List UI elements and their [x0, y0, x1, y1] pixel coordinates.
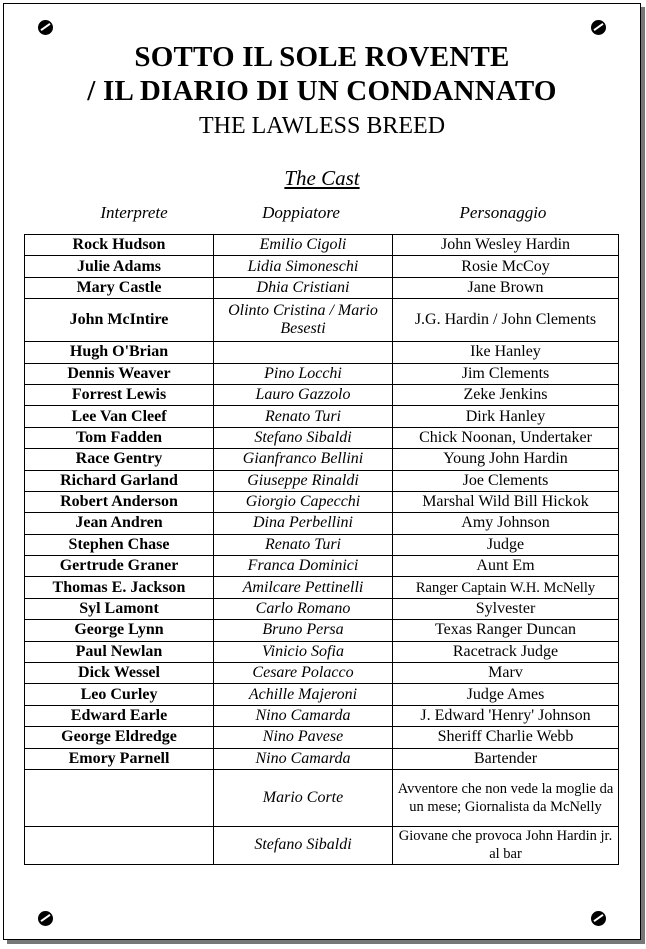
character-cell: Texas Ranger Duncan: [393, 620, 619, 641]
table-row: [25, 769, 619, 826]
actor-cell: Leo Curley: [25, 684, 214, 705]
actor-cell: Julie Adams: [25, 256, 214, 277]
table-row: [25, 427, 619, 448]
table-row: [25, 363, 619, 384]
character-cell: J. Edward 'Henry' Johnson: [393, 705, 619, 726]
character-cell: Giovane che provoca John Hardin jr. al bar: [393, 826, 619, 864]
table-row: [25, 491, 619, 512]
table-row: [25, 748, 619, 769]
dubber-cell: Lauro Gazzolo: [214, 384, 393, 405]
character-cell: Racetrack Judge: [393, 641, 619, 662]
actor-cell: George Lynn: [25, 620, 214, 641]
actor-cell: Jean Andren: [25, 513, 214, 534]
header-dubber: Doppiatore: [262, 203, 340, 222]
table-row: [25, 449, 619, 470]
actor-cell: Robert Anderson: [25, 491, 214, 512]
dubber-cell: Renato Turi: [214, 406, 393, 427]
dubber-cell: Nino Pavese: [214, 727, 393, 748]
table-row: [25, 342, 619, 363]
table-row: [25, 598, 619, 619]
actor-cell: Tom Fadden: [25, 427, 214, 448]
dubber-cell: Vinicio Sofia: [214, 641, 393, 662]
actor-cell: Dick Wessel: [25, 663, 214, 684]
character-cell: Rosie McCoy: [393, 256, 619, 277]
header-actor: Interprete: [100, 203, 168, 222]
table-row: [25, 235, 619, 256]
table-row: [25, 513, 619, 534]
dubber-cell: Nino Camarda: [214, 748, 393, 769]
dubber-cell: Olinto Cristina / Mario Besesti: [214, 299, 393, 342]
character-cell: Marshal Wild Bill Hickok: [393, 491, 619, 512]
character-cell: J.G. Hardin / John Clements: [393, 299, 619, 342]
character-cell: Marv: [393, 663, 619, 684]
dubber-cell: Bruno Persa: [214, 620, 393, 641]
character-cell: Bartender: [393, 748, 619, 769]
dubber-cell: Carlo Romano: [214, 598, 393, 619]
character-cell: Judge Ames: [393, 684, 619, 705]
character-cell: Ranger Captain W.H. McNelly: [393, 577, 619, 598]
dubber-cell: Giorgio Capecchi: [214, 491, 393, 512]
table-row: [25, 299, 619, 342]
binder-hole-icon: [591, 20, 606, 35]
character-cell: Joe Clements: [393, 470, 619, 491]
actor-cell: Dennis Weaver: [25, 363, 214, 384]
dubber-cell: Achille Majeroni: [214, 684, 393, 705]
title-line-2: / IL DIARIO DI UN CONDANNATO: [87, 75, 557, 107]
actor-cell: Race Gentry: [25, 449, 214, 470]
cast-heading: The Cast: [284, 166, 360, 190]
actor-cell: Paul Newlan: [25, 641, 214, 662]
character-cell: Amy Johnson: [393, 513, 619, 534]
actor-cell: Edward Earle: [25, 705, 214, 726]
character-cell: Sylvester: [393, 598, 619, 619]
table-row: [25, 470, 619, 491]
original-title: THE LAWLESS BREED: [198, 113, 446, 139]
character-cell: Sheriff Charlie Webb: [393, 727, 619, 748]
dubber-cell: Franca Dominici: [214, 556, 393, 577]
cast-table: [24, 234, 619, 865]
table-row: [25, 406, 619, 427]
dubber-cell: Pino Locchi: [214, 363, 393, 384]
document-sheet: [3, 3, 641, 940]
actor-cell: [25, 826, 214, 864]
character-cell: Jane Brown: [393, 277, 619, 298]
table-row: [25, 727, 619, 748]
table-row: [25, 384, 619, 405]
actor-cell: George Eldredge: [25, 727, 214, 748]
character-cell: Jim Clements: [393, 363, 619, 384]
actor-cell: Lee Van Cleef: [25, 406, 214, 427]
header-character: Personaggio: [459, 203, 547, 222]
dubber-cell: Dina Perbellini: [214, 513, 393, 534]
dubber-cell: Mario Corte: [214, 769, 393, 826]
dubber-cell: Emilio Cigoli: [214, 235, 393, 256]
actor-cell: Syl Lamont: [25, 598, 214, 619]
character-cell: Avventore che non vede la moglie da un mese; Giornalista da McNelly: [393, 769, 619, 826]
dubber-cell: Giuseppe Rinaldi: [214, 470, 393, 491]
table-row: [25, 620, 619, 641]
binder-hole-icon: [591, 911, 606, 926]
title-block: [4, 40, 640, 142]
actor-cell: [25, 769, 214, 826]
table-row: [25, 684, 619, 705]
character-cell: Zeke Jenkins: [393, 384, 619, 405]
dubber-cell: Dhia Cristiani: [214, 277, 393, 298]
actor-cell: John McIntire: [25, 299, 214, 342]
dubber-cell: Amilcare Pettinelli: [214, 577, 393, 598]
table-row: [25, 556, 619, 577]
binder-hole-icon: [38, 911, 53, 926]
dubber-cell: Cesare Polacco: [214, 663, 393, 684]
dubber-cell: Lidia Simoneschi: [214, 256, 393, 277]
character-cell: Aunt Em: [393, 556, 619, 577]
actor-cell: Mary Castle: [25, 277, 214, 298]
character-cell: Dirk Hanley: [393, 406, 619, 427]
dubber-cell: Gianfranco Bellini: [214, 449, 393, 470]
table-row: [25, 705, 619, 726]
character-cell: Young John Hardin: [393, 449, 619, 470]
dubber-cell: Nino Camarda: [214, 705, 393, 726]
actor-cell: Thomas E. Jackson: [25, 577, 214, 598]
actor-cell: Forrest Lewis: [25, 384, 214, 405]
dubber-cell: [214, 342, 393, 363]
table-row: [25, 663, 619, 684]
character-cell: Judge: [393, 534, 619, 555]
actor-cell: Emory Parnell: [25, 748, 214, 769]
title-line-1: SOTTO IL SOLE ROVENTE: [134, 41, 510, 73]
actor-cell: Rock Hudson: [25, 235, 214, 256]
actor-cell: Hugh O'Brian: [25, 342, 214, 363]
table-row: [25, 256, 619, 277]
dubber-cell: Renato Turi: [214, 534, 393, 555]
table-row: [25, 534, 619, 555]
actor-cell: Stephen Chase: [25, 534, 214, 555]
character-cell: John Wesley Hardin: [393, 235, 619, 256]
actor-cell: Richard Garland: [25, 470, 214, 491]
dubber-cell: Stefano Sibaldi: [214, 427, 393, 448]
table-row: [25, 826, 619, 864]
table-row: [25, 577, 619, 598]
actor-cell: Gertrude Graner: [25, 556, 214, 577]
character-cell: Ike Hanley: [393, 342, 619, 363]
dubber-cell: Stefano Sibaldi: [214, 826, 393, 864]
table-row: [25, 277, 619, 298]
character-cell: Chick Noonan, Undertaker: [393, 427, 619, 448]
binder-hole-icon: [38, 20, 53, 35]
table-row: [25, 641, 619, 662]
